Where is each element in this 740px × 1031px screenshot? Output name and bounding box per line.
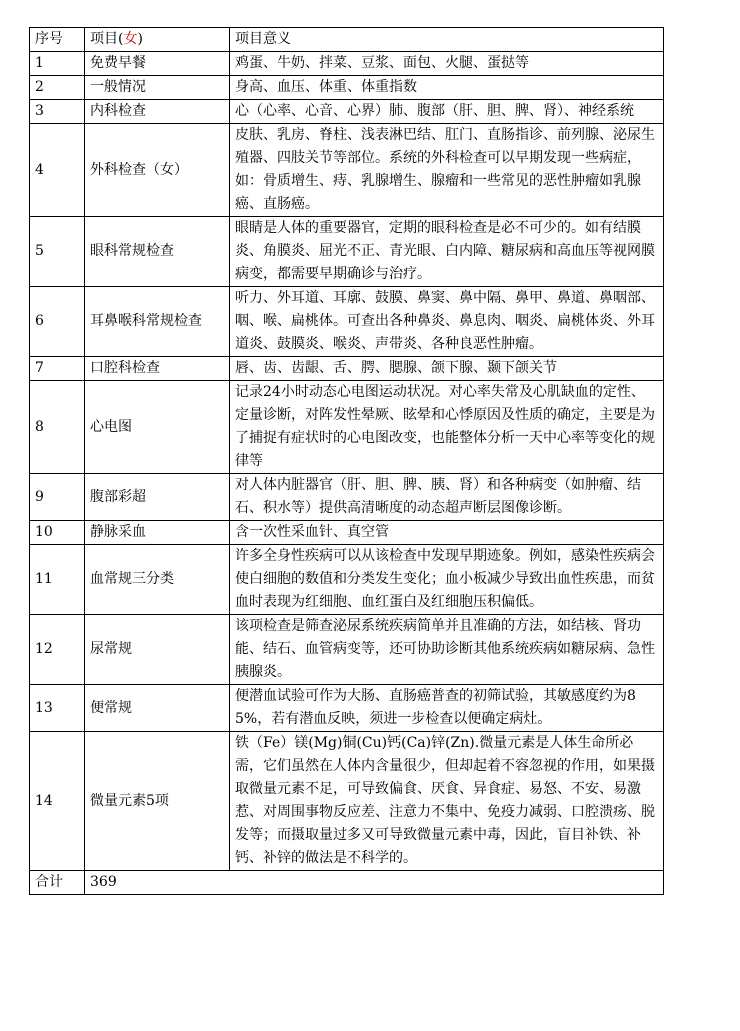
row-meaning: 该项检查是筛查泌尿系统疾病简单并且准确的方法，如结核、肾功能、结石、血管病变等，还可协助诊断其他系统疾病如糖尿病、急性胰腺炎。 bbox=[230, 615, 664, 685]
row-meaning: 眼睛是人体的重要器官，定期的眼科检查是必不可少的。如有结膜炎、角膜炎、屈光不正、青光眼、白内障、糖尿病和高血压等视网膜病变，都需要早期确诊与治疗。 bbox=[230, 217, 664, 287]
row-meaning: 听力、外耳道、耳廓、鼓膜、鼻窦、鼻中隔、鼻甲、鼻道、鼻咽部、咽、喉、扁桃体。可查出各种鼻炎、鼻息肉、咽炎、扁桃体炎、外耳道炎、鼓膜炎、喉炎、声带炎、各种良恶性肿瘤。 bbox=[230, 287, 664, 357]
row-meaning: 皮肤、乳房、脊柱、浅表淋巴结、肛门、直肠指诊、前列腺、泌尿生殖器、四肢关节等部位。系统的外科检查可以早期发现一些病症，如：骨质增生、痔、乳腺增生、腺瘤和一些常见的恶性肿瘤如乳腺癌、直肠癌。 bbox=[230, 124, 664, 217]
row-item: 静脉采血 bbox=[85, 521, 230, 545]
row-item: 微量元素5项 bbox=[85, 732, 230, 871]
row-number: 8 bbox=[30, 381, 85, 474]
total-value: 369 bbox=[85, 871, 664, 895]
table-row bbox=[30, 521, 664, 545]
row-item: 便常规 bbox=[85, 685, 230, 732]
row-number: 7 bbox=[30, 357, 85, 381]
table-row bbox=[30, 732, 664, 871]
header-item bbox=[85, 28, 230, 52]
row-meaning: 鸡蛋、牛奶、拌菜、豆浆、面包、火腿、蛋挞等 bbox=[230, 52, 664, 76]
row-number: 14 bbox=[30, 732, 85, 871]
header-item-prefix: 项目( bbox=[90, 31, 124, 47]
table-row bbox=[30, 52, 664, 76]
row-item: 心电图 bbox=[85, 381, 230, 474]
row-item: 一般情况 bbox=[85, 76, 230, 100]
row-meaning: 记录24小时动态心电图运动状况。对心率失常及心肌缺血的定性、定量诊断，对阵发性晕厥、眩晕和心悸原因及性质的确定，主要是为了捕捉有症状时的心电图改变，也能整体分析一天中心率等变化的规律等 bbox=[230, 381, 664, 474]
row-item: 外科检查（女） bbox=[85, 124, 230, 217]
header-item-suffix: ) bbox=[137, 31, 143, 47]
row-meaning: 便潜血试验可作为大肠、直肠癌普查的初筛试验，其敏感度约为85%，若有潜血反映，须进一步检查以便确定病灶。 bbox=[230, 685, 664, 732]
table-row bbox=[30, 545, 664, 615]
table-row bbox=[30, 287, 664, 357]
table-row bbox=[30, 381, 664, 474]
row-item: 耳鼻喉科常规检查 bbox=[85, 287, 230, 357]
table-row bbox=[30, 685, 664, 732]
row-item: 免费早餐 bbox=[85, 52, 230, 76]
row-number: 10 bbox=[30, 521, 85, 545]
table-row bbox=[30, 124, 664, 217]
row-meaning: 许多全身性疾病可以从该检查中发现早期迹象。例如，感染性疾病会使白细胞的数值和分类发生变化；血小板减少导致出血性疾患，而贫血时表现为红细胞、血红蛋白及红细胞压积偏低。 bbox=[230, 545, 664, 615]
table-row bbox=[30, 76, 664, 100]
row-number: 9 bbox=[30, 474, 85, 521]
row-meaning: 心（心率、心音、心界）肺、腹部（肝、胆、脾、肾）、神经系统 bbox=[230, 100, 664, 124]
row-item: 尿常规 bbox=[85, 615, 230, 685]
exam-items-table bbox=[29, 27, 664, 895]
row-item: 口腔科检查 bbox=[85, 357, 230, 381]
row-meaning: 唇、齿、齿龈、舌、腭、腮腺、颌下腺、颞下颌关节 bbox=[230, 357, 664, 381]
table-row bbox=[30, 100, 664, 124]
row-item: 眼科常规检查 bbox=[85, 217, 230, 287]
header-item-highlight: 女 bbox=[123, 31, 138, 47]
table-row bbox=[30, 217, 664, 287]
row-number: 1 bbox=[30, 52, 85, 76]
row-number: 12 bbox=[30, 615, 85, 685]
row-number: 3 bbox=[30, 100, 85, 124]
row-meaning: 对人体内脏器官（肝、胆、脾、胰、肾）和各种病变（如肿瘤、结石、积水等）提供高清晰度的动态超声断层图像诊断。 bbox=[230, 474, 664, 521]
row-number: 4 bbox=[30, 124, 85, 217]
total-label: 合计 bbox=[30, 871, 85, 895]
row-number: 6 bbox=[30, 287, 85, 357]
table-row bbox=[30, 357, 664, 381]
row-number: 2 bbox=[30, 76, 85, 100]
row-meaning: 身高、血压、体重、体重指数 bbox=[230, 76, 664, 100]
header-no: 序号 bbox=[30, 28, 85, 52]
table-row bbox=[30, 474, 664, 521]
table-body bbox=[30, 28, 664, 895]
row-item: 血常规三分类 bbox=[85, 545, 230, 615]
table-row bbox=[30, 615, 664, 685]
header-row bbox=[30, 28, 664, 52]
row-number: 11 bbox=[30, 545, 85, 615]
header-meaning: 项目意义 bbox=[230, 28, 664, 52]
row-meaning: 含一次性采血针、真空管 bbox=[230, 521, 664, 545]
total-row bbox=[30, 871, 664, 895]
row-item: 内科检查 bbox=[85, 100, 230, 124]
row-meaning: 铁（Fe）镁(Mg)铜(Cu)钙(Ca)锌(Zn).微量元素是人体生命所必需，它们虽然在人体内含量很少，但却起着不容忽视的作用，如果摄取微量元素不足，可导致偏食、厌食、异食症、易怒、不安、易激惹、对周围事物反应差、注意力不集中、免疫力减弱、口腔溃疡、脱发等；而摄取量过多又可导致微量元素中毒，因此，盲目补铁、补钙、补锌的做法是不科学的。 bbox=[230, 732, 664, 871]
row-number: 5 bbox=[30, 217, 85, 287]
row-item: 腹部彩超 bbox=[85, 474, 230, 521]
row-number: 13 bbox=[30, 685, 85, 732]
